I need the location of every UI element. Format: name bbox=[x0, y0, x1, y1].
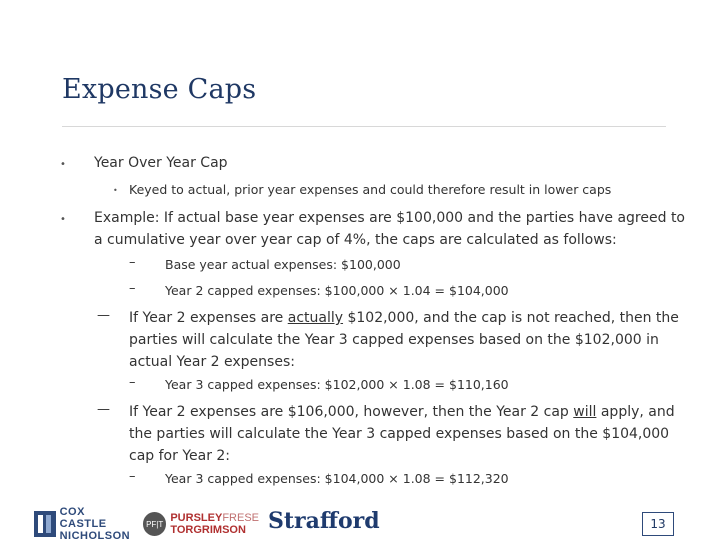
page-number: 13 bbox=[642, 512, 674, 536]
pursley-seal-icon: PF|T bbox=[143, 512, 166, 536]
cox-line-1: COX CASTLE bbox=[59, 506, 107, 530]
underlined-actually: actually bbox=[287, 310, 344, 326]
base-year-expenses: Base year actual expenses: $100,000 bbox=[165, 257, 401, 272]
text-segment: apply, and bbox=[596, 404, 675, 420]
example-line-2: a cumulative year over year cap of 4%, the caps are calculated as follows: bbox=[94, 232, 617, 248]
pursley-name: PURSLEY bbox=[170, 512, 223, 524]
cox-line-2: NICHOLSON bbox=[59, 530, 131, 542]
long-dash-marker: — bbox=[97, 402, 110, 417]
scenario-actual-line-3: actual Year 2 expenses: bbox=[129, 354, 295, 370]
text-segment: $102,000, and the cap is not reached, then the bbox=[343, 310, 679, 326]
scenario-will-apply-line-2: the parties will calculate the Year 3 capped expenses based on the $104,000 bbox=[129, 426, 670, 442]
text-segment: If Year 2 expenses are $106,000, however, then the Year 2 cap bbox=[129, 404, 574, 420]
dash-marker: – bbox=[129, 375, 136, 390]
frese-name: FRESE bbox=[222, 512, 259, 524]
pursley-frese-torgrimson-logo bbox=[143, 509, 259, 539]
scenario-actual-line-2: parties will calculate the Year 3 capped expenses based on the $102,000 in bbox=[129, 332, 659, 348]
bullet-year-over-year-cap: Year Over Year Cap bbox=[94, 155, 228, 171]
pursley-line-2: TORGRIMSON bbox=[170, 524, 246, 536]
text-segment: If Year 2 expenses are bbox=[129, 310, 288, 326]
dash-marker: – bbox=[129, 255, 136, 270]
sub-bullet-keyed-to-actual: Keyed to actual, prior year expenses and could therefore result in lower caps bbox=[129, 182, 612, 197]
year-2-capped-expenses: Year 2 capped expenses: $100,000 × 1.04 = $104,000 bbox=[165, 283, 509, 298]
year-3-capped-expenses-a: Year 3 capped expenses: $102,000 × 1.08 = $110,160 bbox=[165, 377, 509, 392]
pursley-line-1 bbox=[170, 512, 259, 524]
scenario-will-apply-line-3: cap for Year 2: bbox=[129, 448, 231, 464]
cox-castle-nicholson-logo bbox=[34, 506, 134, 542]
slide-title: Expense Caps bbox=[62, 74, 257, 105]
pursley-wordmark bbox=[170, 512, 259, 536]
sub-bullet-marker: • bbox=[113, 186, 118, 195]
scenario-will-apply-line-1 bbox=[129, 401, 675, 423]
scenario-actual-line-1 bbox=[129, 307, 679, 329]
cox-castle-mark-icon bbox=[34, 511, 56, 537]
year-3-capped-expenses-b: Year 3 capped expenses: $104,000 × 1.08 = $112,320 bbox=[165, 471, 509, 486]
dash-marker: – bbox=[129, 281, 136, 296]
example-line-1: Example: If actual base year expenses are $100,000 and the parties have agreed to bbox=[94, 210, 686, 226]
underlined-will: will bbox=[573, 404, 597, 420]
long-dash-marker: — bbox=[97, 308, 110, 323]
bullet-marker: • bbox=[60, 159, 66, 170]
dash-marker: – bbox=[129, 469, 136, 484]
title-divider bbox=[62, 126, 666, 127]
bullet-marker: • bbox=[60, 214, 66, 225]
strafford-logo: Strafford bbox=[268, 508, 380, 534]
cox-castle-wordmark bbox=[60, 506, 134, 542]
